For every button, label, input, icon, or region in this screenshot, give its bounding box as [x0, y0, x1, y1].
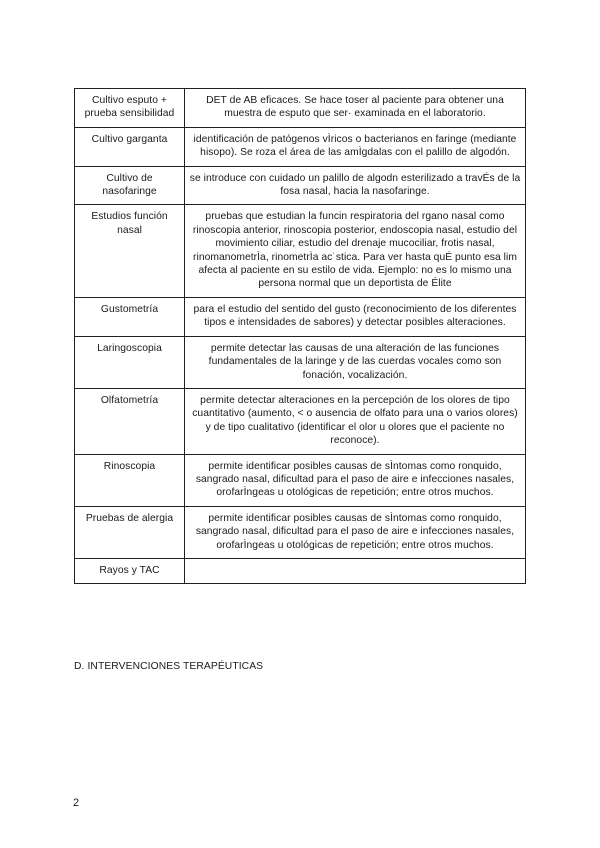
table-row	[75, 336, 526, 388]
test-description-cell: para el estudio del sentido del gusto (reconocimiento de los diferentes tipos e intensidades de sabores) y detectar posibles alteraciones.	[185, 297, 526, 336]
table-row	[75, 388, 526, 454]
table-row	[75, 506, 526, 558]
test-name-cell: Cultivo de nasofaringe	[75, 166, 185, 205]
table-row	[75, 205, 526, 297]
page-number: 2	[73, 797, 80, 809]
table-row	[75, 89, 526, 128]
table-row	[75, 127, 526, 166]
test-description-cell: permite identificar posibles causas de sÌntomas como ronquido, sangrado nasal, dificultad para el paso de aire e infecciones nasales, orofarÌngeas u otológicas de repetición; entre otros muchos.	[185, 506, 526, 558]
table-row	[75, 166, 526, 205]
table-row	[75, 558, 526, 583]
test-name-cell: Rinoscopia	[75, 454, 185, 506]
test-description-cell: identificación de patógenos vÌricos o bacterianos en faringe (mediante hisopo). Se roza el área de las amÌgdalas con el palillo de algodón.	[185, 127, 526, 166]
test-name-cell: Estudios función nasal	[75, 205, 185, 297]
test-description-cell: permite detectar las causas de una alteración de las funciones fundamentales de la laringe y de las cuerdas vocales como son fonación, vocalización.	[185, 336, 526, 388]
test-name-cell: Olfatometría	[75, 388, 185, 454]
test-description-cell: permite detectar alteraciones en la percepción de los olores de tipo cuantitativo (aumento, < o ausencia de olfato para una o varios olores) y de tipo cualitativo (identificar el olor u olores que el paciente no reconoce).	[185, 388, 526, 454]
table-row	[75, 454, 526, 506]
test-description-cell: pruebas que estudian la funcin respiratoria del rgano nasal como rinoscopia anterior, rinoscopia posterior, endoscopia nasal, estudio del movimiento ciliar, estudio del drenaje mucociliar, frotis nasal, rinomanometrÌa, rinometrÌa ac˙stica. Para ver hasta quÉ punto esa lim afecta al paciente en su estilo de vida. Ejemplo: no es lo mismo una persona normal que un deportista de Élite	[185, 205, 526, 297]
test-name-cell: Laringoscopia	[75, 336, 185, 388]
table-row	[75, 297, 526, 336]
table-body	[75, 89, 526, 584]
test-description-cell: DET de AB eficaces. Se hace toser al paciente para obtener una muestra de esputo que ser· examinada en el laboratorio.	[185, 89, 526, 128]
test-name-cell: Cultivo esputo + prueba sensibilidad	[75, 89, 185, 128]
test-name-cell: Pruebas de alergia	[75, 506, 185, 558]
test-description-cell	[185, 558, 526, 583]
test-description-cell: permite identificar posibles causas de sÌntomas como ronquido, sangrado nasal, dificultad para el paso de aire e infecciones nasales, orofarÌngeas u otológicas de repetición; entre otros muchos.	[185, 454, 526, 506]
test-name-cell: Gustometría	[75, 297, 185, 336]
section-heading: D. INTERVENCIONES TERAPÉUTICAS	[74, 661, 264, 672]
test-description-cell: se introduce con cuidado un palillo de algodn esterilizado a travÉs de la fosa nasal, hacia la nasofaringe.	[185, 166, 526, 205]
test-name-cell: Rayos y TAC	[75, 558, 185, 583]
diagnostic-tests-table	[74, 88, 526, 584]
test-name-cell: Cultivo garganta	[75, 127, 185, 166]
